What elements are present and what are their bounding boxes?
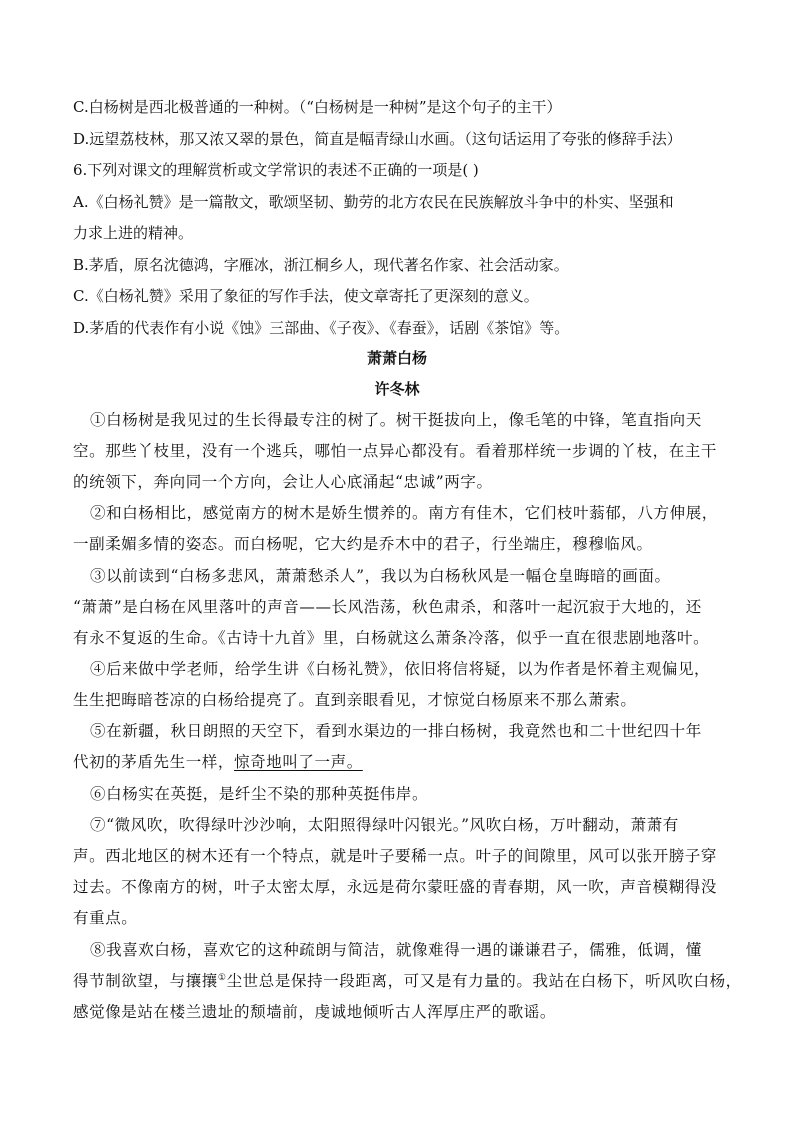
paragraph-8-text: 尘世总是保持一段距离，可又是有力量的。我站在白杨下，听风吹白杨， [226, 972, 742, 990]
paragraph-5-text: 代初的茅盾先生一样， [73, 753, 235, 771]
paragraph-2-line: 一副柔媚多情的姿态。而白杨呢，它大约是乔木中的君子，行坐端庄，穆穆临风。 [73, 535, 653, 553]
paragraph-3-line: “萧萧”是白杨在风里落叶的声音——长风浩荡，秋色肃杀，和落叶一起沉寂于大地的，还 [73, 598, 702, 616]
question-6-stem: 6.下列对课文的理解赏析或文学常识的表述不正确的一项是( ) [73, 161, 479, 179]
question-6-option-d: D.茅盾的代表作有小说《蚀》三部曲、《子夜》、《春蚕》，话剧《茶馆》等。 [73, 319, 570, 337]
paragraph-7-line: ⑦“微风吹，吹得绿叶沙沙响，太阳照得绿叶闪银光。”风吹白杨，万叶翻动，萧萧有 [90, 816, 679, 834]
paragraph-5-line: ⑤在新疆，秋日朗照的天空下，看到水渠边的一排白杨树，我竟然也和二十世纪四十年 [90, 722, 702, 740]
paragraph-2-line: ②和白杨相比，感觉南方的树木是娇生惯养的。南方有佳木，它们枝叶蓊郁，八方伸展， [90, 504, 718, 522]
paragraph-4-line: ④后来做中学老师，给学生讲《白杨礼赞》，依旧将信将疑，以为作者是怀着主观偏见， [90, 660, 711, 678]
footnote-marker: ① [217, 972, 227, 983]
paragraph-1-line: ①白杨树是我见过的生长得最专注的树了。树干挺拔向上，像毛笔的中锋，笔直指向天 [90, 411, 702, 429]
question-5-option-c: C.白杨树是西北极普通的一种树。（“白杨树是一种树”是这个句子的主干） [73, 98, 562, 116]
paragraph-5-line [73, 752, 753, 772]
paragraph-4-line: 生生把晦暗苍凉的白杨给提亮了。直到亲眼看见，才惊觉白杨原来不那么萧索。 [73, 691, 637, 709]
question-6-option-b: B.茅盾，原名沈德鸿，字雁冰，浙江桐乡人，现代著名作家、社会活动家。 [73, 256, 569, 274]
paragraph-8-line: ⑧我喜欢白杨，喜欢它的这种疏朗与简洁，就像难得一遇的谦谦君子，儒雅，低调，懂 [90, 941, 702, 959]
question-6-option-a-line-2: 力求上进的精神。 [73, 224, 194, 242]
question-5-option-d: D.远望荔枝林，那又浓又翠的景色，简直是幅青绿山水画。（这句话运用了夸张的修辞手法） [73, 130, 682, 148]
article-author: 许冬林 [374, 380, 420, 398]
paragraph-1-line: 空。那些丫枝里，没有一个逃兵，哪怕一点异心都没有。看着那样统一步调的丫枝，在主干 [73, 442, 718, 460]
paragraph-1-line: 的统领下，奔向同一个方向，会让人心底涌起“忠诚”两字。 [73, 473, 493, 491]
paragraph-3-line: ③以前读到“白杨多悲风，萧萧愁杀人”，我以为白杨秋风是一幅仓皇晦暗的画面。 [90, 567, 671, 585]
paragraph-7-line: 有重点。 [73, 909, 138, 927]
paragraph-7-line: 声。西北地区的树木还有一个特点，就是叶子要稀一点。叶子的间隙里，风可以张开膀子穿 [73, 847, 718, 865]
question-6-option-a-line-1: A.《白杨礼赞》是一篇散文，歌颂坚韧、勤劳的北方农民在民族解放斗争中的朴实、坚强和 [73, 193, 674, 211]
article-title: 萧萧白杨 [366, 349, 427, 367]
paragraph-6-line: ⑥白杨实在英挺，是纤尘不染的那种英挺伟岸。 [90, 785, 429, 803]
paragraph-3-line: 有永不复返的生命。《古诗十九首》里，白杨就这么萧条冷落，似乎一直在很悲剧地落叶。 [73, 629, 710, 647]
paragraph-8-text: 得节制欲望，与攘攘 [73, 972, 218, 990]
paragraph-8-line [73, 971, 753, 991]
paragraph-8-line: 感觉像是站在楼兰遗址的颓墙前，虔诚地倾听古人浑厚庄严的歌谣。 [73, 1003, 557, 1021]
paragraph-7-line: 过去。不像南方的树，叶子太密太厚，永远是荷尔蒙旺盛的青春期，风一吹，声音模糊得没 [73, 878, 718, 896]
underlined-sentence: 惊奇地叫了一声。 [234, 753, 363, 771]
question-6-option-c: C.《白杨礼赞》采用了象征的写作手法，使文章寄托了更深刻的意义。 [73, 287, 539, 305]
